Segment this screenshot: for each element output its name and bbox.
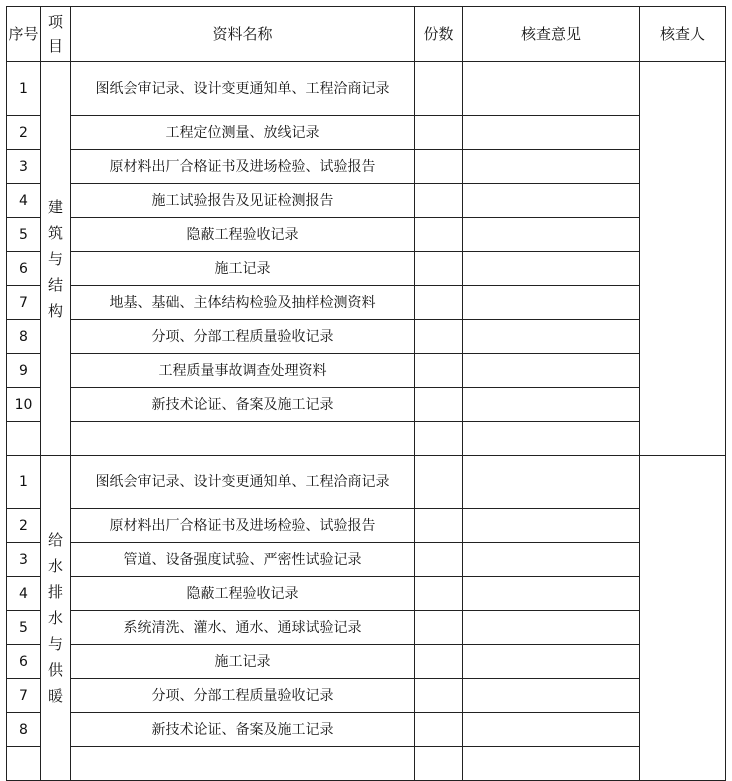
document-name [71, 747, 415, 781]
count-cell[interactable] [415, 184, 463, 218]
table-row [7, 456, 726, 509]
count-cell[interactable] [415, 62, 463, 116]
header-opinion: 核查意见 [463, 7, 640, 62]
document-name: 工程质量事故调查处理资料 [71, 354, 415, 388]
document-name: 隐蔽工程验收记录 [71, 577, 415, 611]
category-cell: 建筑与结构 [41, 62, 71, 456]
opinion-cell[interactable] [463, 747, 640, 781]
document-name: 地基、基础、主体结构检验及抽样检测资料 [71, 286, 415, 320]
header-item: 项目 [41, 7, 71, 62]
count-cell[interactable] [415, 611, 463, 645]
row-number: 5 [7, 218, 41, 252]
table-row [7, 713, 726, 747]
opinion-cell[interactable] [463, 320, 640, 354]
checker-cell[interactable] [640, 62, 726, 456]
table-row [7, 611, 726, 645]
count-cell[interactable] [415, 218, 463, 252]
count-cell[interactable] [415, 577, 463, 611]
table-row [7, 388, 726, 422]
document-name: 工程定位测量、放线记录 [71, 116, 415, 150]
table-row [7, 543, 726, 577]
count-cell[interactable] [415, 645, 463, 679]
document-check-table [6, 6, 726, 781]
row-number: 1 [7, 456, 41, 509]
table-row [7, 747, 726, 781]
table-row [7, 62, 726, 116]
document-name: 施工记录 [71, 252, 415, 286]
table-row [7, 184, 726, 218]
category-cell: 给水排水与供暖 [41, 456, 71, 781]
opinion-cell[interactable] [463, 150, 640, 184]
row-number: 4 [7, 184, 41, 218]
opinion-cell[interactable] [463, 611, 640, 645]
document-name [71, 422, 415, 456]
table-row [7, 354, 726, 388]
opinion-cell[interactable] [463, 645, 640, 679]
opinion-cell[interactable] [463, 184, 640, 218]
table-row [7, 218, 726, 252]
opinion-cell[interactable] [463, 286, 640, 320]
count-cell[interactable] [415, 747, 463, 781]
row-number: 5 [7, 611, 41, 645]
table-row [7, 320, 726, 354]
row-number: 7 [7, 679, 41, 713]
row-number: 2 [7, 509, 41, 543]
opinion-cell[interactable] [463, 543, 640, 577]
document-name: 系统清洗、灌水、通水、通球试验记录 [71, 611, 415, 645]
count-cell[interactable] [415, 150, 463, 184]
checker-cell[interactable] [640, 456, 726, 781]
row-number [7, 747, 41, 781]
row-number: 4 [7, 577, 41, 611]
document-name: 分项、分部工程质量验收记录 [71, 320, 415, 354]
row-number: 9 [7, 354, 41, 388]
opinion-cell[interactable] [463, 456, 640, 509]
count-cell[interactable] [415, 422, 463, 456]
row-number: 2 [7, 116, 41, 150]
table-row [7, 286, 726, 320]
document-name: 隐蔽工程验收记录 [71, 218, 415, 252]
header-seq: 序号 [7, 7, 41, 62]
opinion-cell[interactable] [463, 388, 640, 422]
row-number: 1 [7, 62, 41, 116]
table-row [7, 577, 726, 611]
header-name: 资料名称 [71, 7, 415, 62]
opinion-cell[interactable] [463, 577, 640, 611]
row-number: 6 [7, 252, 41, 286]
count-cell[interactable] [415, 286, 463, 320]
opinion-cell[interactable] [463, 218, 640, 252]
table-row [7, 150, 726, 184]
document-name: 原材料出厂合格证书及进场检验、试验报告 [71, 509, 415, 543]
row-number: 8 [7, 320, 41, 354]
count-cell[interactable] [415, 116, 463, 150]
table-row [7, 679, 726, 713]
table-row [7, 116, 726, 150]
row-number: 3 [7, 543, 41, 577]
count-cell[interactable] [415, 713, 463, 747]
document-name: 原材料出厂合格证书及进场检验、试验报告 [71, 150, 415, 184]
document-name: 图纸会审记录、设计变更通知单、工程洽商记录 [71, 62, 415, 116]
opinion-cell[interactable] [463, 422, 640, 456]
document-name: 分项、分部工程质量验收记录 [71, 679, 415, 713]
header-count: 份数 [415, 7, 463, 62]
count-cell[interactable] [415, 456, 463, 509]
row-number: 3 [7, 150, 41, 184]
opinion-cell[interactable] [463, 62, 640, 116]
row-number: 7 [7, 286, 41, 320]
document-name: 新技术论证、备案及施工记录 [71, 713, 415, 747]
table-row [7, 645, 726, 679]
table-row [7, 509, 726, 543]
count-cell[interactable] [415, 320, 463, 354]
count-cell[interactable] [415, 679, 463, 713]
table-row [7, 252, 726, 286]
document-name: 新技术论证、备案及施工记录 [71, 388, 415, 422]
count-cell[interactable] [415, 509, 463, 543]
count-cell[interactable] [415, 354, 463, 388]
row-number: 6 [7, 645, 41, 679]
document-name: 施工记录 [71, 645, 415, 679]
document-name: 施工试验报告及见证检测报告 [71, 184, 415, 218]
document-name: 管道、设备强度试验、严密性试验记录 [71, 543, 415, 577]
header-checker: 核查人 [640, 7, 726, 62]
row-number [7, 422, 41, 456]
count-cell[interactable] [415, 543, 463, 577]
opinion-cell[interactable] [463, 509, 640, 543]
opinion-cell[interactable] [463, 679, 640, 713]
document-name: 图纸会审记录、设计变更通知单、工程洽商记录 [71, 456, 415, 509]
row-number: 10 [7, 388, 41, 422]
count-cell[interactable] [415, 252, 463, 286]
opinion-cell[interactable] [463, 116, 640, 150]
table-row [7, 422, 726, 456]
opinion-cell[interactable] [463, 713, 640, 747]
header-row [7, 7, 726, 62]
count-cell[interactable] [415, 388, 463, 422]
row-number: 8 [7, 713, 41, 747]
opinion-cell[interactable] [463, 252, 640, 286]
opinion-cell[interactable] [463, 354, 640, 388]
